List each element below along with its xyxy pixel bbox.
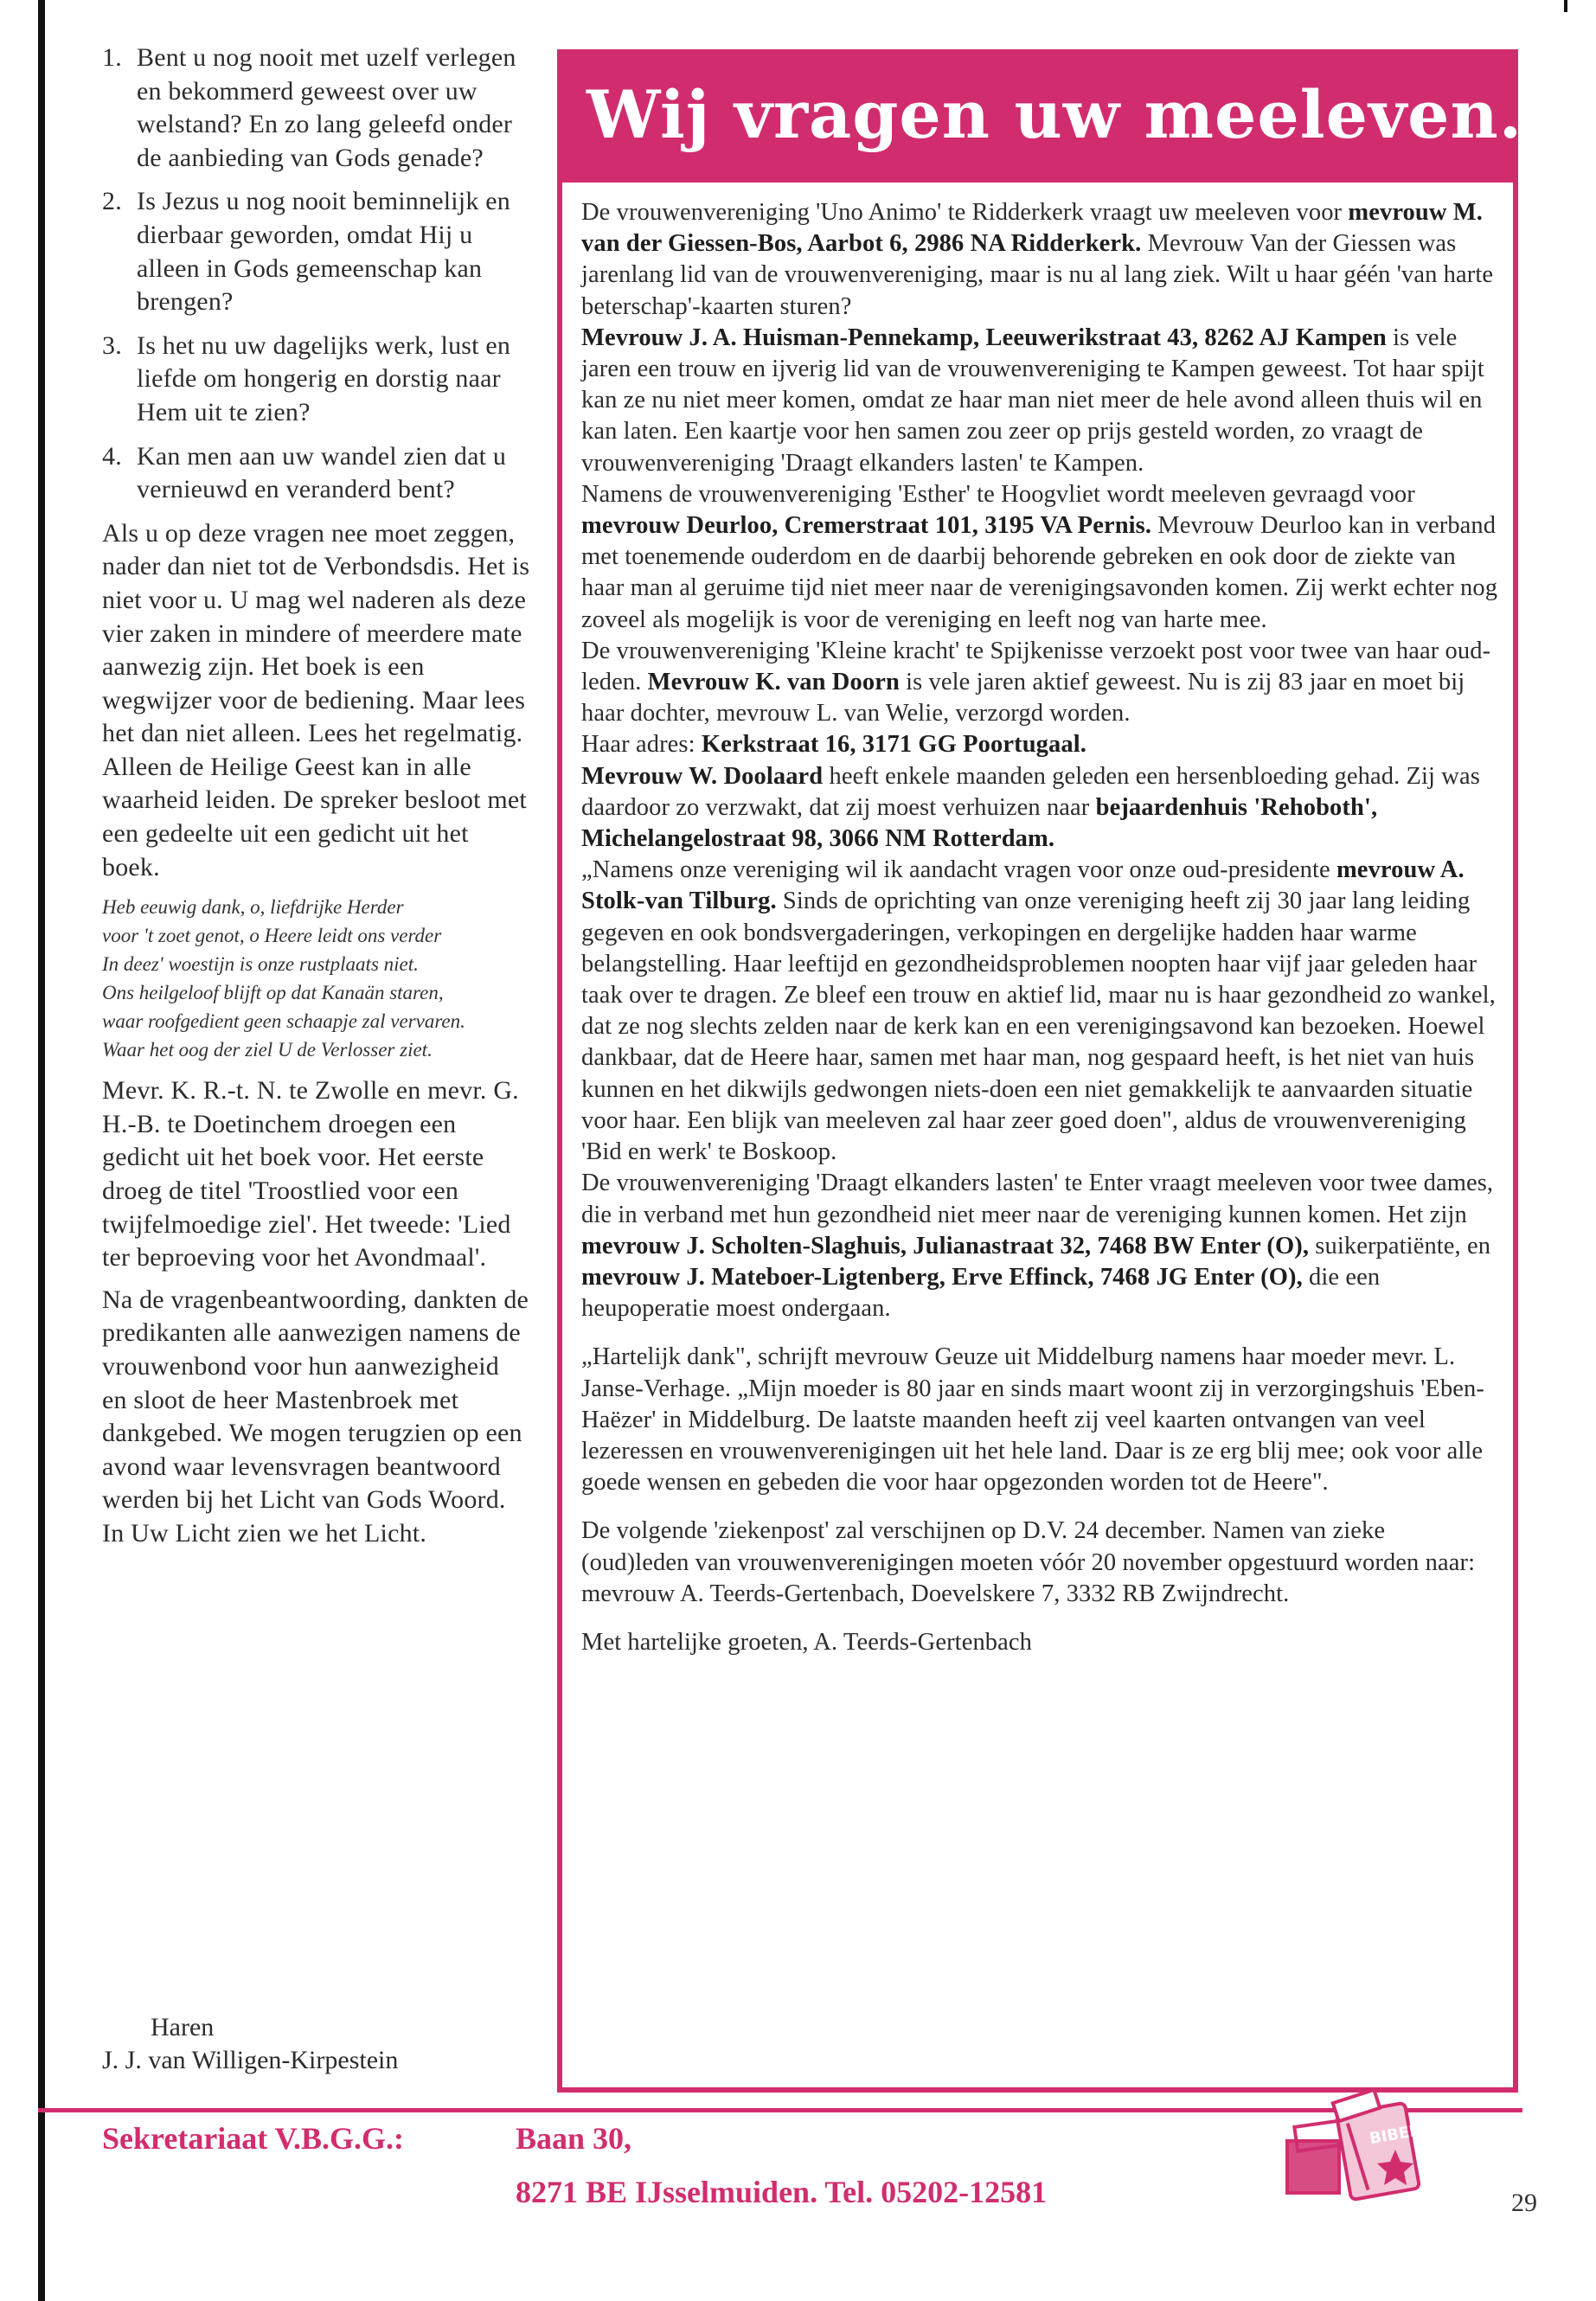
binding-edge — [38, 0, 45, 2301]
footer-address-line-1: Baan 30, — [516, 2121, 632, 2156]
address: mevrouw J. Mateboer-Ligtenberg, Erve Effinck, 7468 JG Enter (O), — [581, 1263, 1303, 1291]
poem-line: Ons heilgeloof blijft op dat Kanaän staren, — [102, 982, 444, 1004]
thanks-paragraph: „Hartelijk dank", schrijft mevrouw Geuze uit Middelburg namens haar moeder mevr. L. Janse-Verhage. „Mijn moeder is 80 jaar en sinds maart woont zij in verzorgingshuis 'Eben-Haëzer' in Middelburg. De laatste maanden heeft zij veel kaarten ontvangen van veel lezeressen en vrouwenverenigingen uit het hele land. Daar is ze erg blij mee; ook voor alle goede wensen en gebeden die voor haar opgezonden worden tot de Heere". — [581, 1343, 1484, 1497]
address: mevrouw Deurloo, Cremerstraat 101, 3195 VA Pernis. — [581, 512, 1152, 540]
address: mevrouw J. Scholten-Slaghuis, Julianastraat 32, 7468 BW Enter (O), — [581, 1232, 1310, 1259]
paragraph: Na de vragenbeantwoording, dankten de predikanten alle aanwezigen namens de vrouwenbond voor hun aanwezigheid en sloot de heer Mastenbroek met dankgebed. We mogen terugzien op een avond waar levensvragen beantwoord werden bij het Licht van Gods Woord. In Uw Licht zien we het Licht. — [102, 1285, 529, 1548]
headline-band — [562, 54, 1571, 183]
box-body — [581, 197, 1498, 1658]
books-logo-icon — [1270, 2089, 1443, 2210]
next-issue-paragraph: De volgende 'ziekenpost' zal verschijnen op D.V. 24 december. Namen van zieke (oud)leden van vrouwenverenigingen moeten vóór 20 november opgestuurd worden naar: mevrouw A. Teerds-Gertenbach, Doevelskere 7, 3332 RB Zwijndrecht. — [581, 1517, 1476, 1607]
notice-paragraph: Haar adres: Kerkstraat 16, 3171 GG Poortugaal. — [581, 731, 1086, 759]
poem — [102, 893, 530, 1064]
signature-name: J. J. van Willigen-Kirpestein — [102, 2046, 399, 2074]
corner-mark — [1564, 0, 1567, 12]
meeleven-box — [557, 49, 1571, 2093]
question-list — [102, 42, 530, 507]
closing-greeting: Met hartelijke groeten, A. Teerds-Gertenbach — [581, 1628, 1033, 1656]
book-label: BIBEL — [1368, 2121, 1421, 2149]
notice-paragraph: De vrouwenvereniging 'Uno Animo' te Ridderkerk vraagt uw meeleven voor mevrouw M. van der Giessen-Bos, Aarbot 6, 2986 NA Ridderkerk. Mevrouw Van der Giessen was jarenlang lid van de vrouwenvereniging, maar is nu al lang ziek. Wilt u haar géén 'van harte beterschap'-kaarten sturen? — [581, 199, 1494, 320]
list-item: 2. Is Jezus u nog nooit beminnelijk en dierbaar geworden, omdat Hij u alleen in Gods gemeenschap kan brengen? — [102, 187, 510, 317]
notice-paragraph: Namens de vrouwenvereniging 'Esther' te Hoogvliet wordt meeleven gevraagd voor mevrouw Deurloo, Cremerstraat 101, 3195 VA Pernis. Mevrouw Deurloo kan in verband met toenemende ouderdom en de daarbij behorende gebreken en ook door de ziekte van haar man al geruime tijd niet meer naar de verenigingsavonden komen. Zij werkt echter nog zoveel als mogelijk is voor de vereniging en leeft nog van harte mee. — [581, 480, 1498, 633]
left-column — [102, 42, 530, 1560]
footer-label: Sekretariaat V.B.G.G.: — [102, 2121, 404, 2156]
signature — [102, 2011, 398, 2077]
paragraph: Als u op deze vragen nee moet zeggen, nader dan niet tot de Verbondsdis. Het is niet voor u. U mag wel naderen als deze vier zaken in mindere of meerdere mate aanwezig zijn. Het boek is een wegwijzer voor de bediening. Maar lees het dan niet alleen. Lees het regelmatig. Alleen de Heilige Geest kan in alle waarheid leiden. De spreker besloot met een gedeelte uit een gedicht uit het boek. — [102, 518, 530, 881]
address: Mevrouw J. A. Huisman-Pennekamp, Leeuwerikstraat 43, 8262 AJ Kampen — [581, 324, 1387, 351]
footer-address-line-2: 8271 BE IJsselmuiden. Tel. 05202-12581 — [516, 2175, 1048, 2209]
notice-paragraph: De vrouwenvereniging 'Kleine kracht' te Spijkenisse verzoekt post voor twee van haar oud-leden. Mevrouw K. van Doorn is vele jaren aktief geweest. Nu is zij 83 jaar en moet bij haar dochter, mevrouw L. van Welie, verzorgd worden. — [581, 637, 1491, 727]
name: Mevrouw K. van Doorn — [647, 669, 900, 696]
poem-line: Heb eeuwig dank, o, liefdrijke Herder — [102, 896, 404, 919]
name: Mevrouw W. Doolaard — [581, 762, 824, 790]
poem-line: Waar het oog der ziel U de Verlosser ziet. — [102, 1039, 433, 1061]
notice-paragraph: Mevrouw W. Doolaard heeft enkele maanden geleden een hersenbloeding gehad. Zij was daardoor zo verzwakt, dat zij moest verhuizen naar bejaardenhuis 'Rehoboth', Michelangelostraat 98, 3066 NM Rotterdam. — [581, 762, 1480, 853]
address: Kerkstraat 16, 3171 GG Poortugaal. — [701, 731, 1086, 759]
list-item: 3. Is het nu uw dagelijks werk, lust en liefde om hongerig en dorstig naar Hem uit te zien? — [102, 330, 511, 426]
notice-paragraph: De vrouwenvereniging 'Draagt elkanders lasten' te Enter vraagt meeleven voor twee dames, die in verband met hun gezondheid niet meer naar de vereniging kunnen komen. Het zijn mevrouw J. Scholten-Slaghuis, Julianastraat 32, 7468 BW Enter (O), suikerpatiënte, en mevrouw J. Mateboer-Ligtenberg, Erve Effinck, 7468 JG Enter (O), die een heupoperatie moest ondergaan. — [581, 1170, 1494, 1323]
address: bejaardenhuis 'Rehoboth', Michelangelostraat 98, 3066 NM Rotterdam. — [581, 793, 1378, 853]
address: mevrouw M. van der Giessen-Bos, Aarbot 6, 2986 NA Ridderkerk. — [581, 199, 1483, 258]
headline: Wij vragen uw meeleven... — [586, 76, 1571, 153]
paragraph: Mevr. K. R.-t. N. te Zwolle en mevr. G. H.-B. te Doetinchem droegen een gedicht uit het boek voor. Het eerste droeg de titel 'Troostlied voor een twijfelmoedige ziel'. Het tweede: 'Lied ter beproeving voor het Avondmaal'. — [102, 1076, 519, 1272]
poem-line: In deez' woestijn is onze rustplaats niet. — [102, 953, 419, 976]
page-number: 29 — [1511, 2189, 1537, 2217]
list-item: 4. Kan men aan uw wandel zien dat u vernieuwd en veranderd bent? — [102, 441, 507, 504]
list-item: 1. Bent u nog nooit met uzelf verlegen en bekommerd geweest over uw welstand? En zo lang geleefd onder de aanbieding van Gods genade? — [102, 43, 516, 172]
name: mevrouw A. Stolk-van Tilburg. — [581, 856, 1465, 915]
signature-place: Haren — [151, 2013, 215, 2041]
notice-paragraph: „Namens onze vereniging wil ik aandacht vragen voor onze oud-presidente mevrouw A. Stolk-van Tilburg. Sinds de oprichting van onze vereniging heeft zij 30 jaar lang leiding gegeven en ook bondsvergaderingen, verkopingen en dergelijke hadden haar warme belangstelling. Haar leeftijd en gezondheidsproblemen noopten haar vijf jaar geleden haar taak over te dragen. Ze bleef een trouw en aktief lid, maar nu is haar gezondheid zo wankel, dat ze nog slechts zelden naar de kerk kan en een verenigingsavond kan bezoeken. Hoewel dankbaar, dat de Heere haar, samen met haar man, nog gespaard heeft, is het niet van huis kunnen en het dikwijls gedwongen niets-doen een niet gemakkelijk te aanvaarden situatie voor haar. Een blijk van meeleven zal haar zeer goed doen", aldus de vrouwenvereniging 'Bid en werk' te Boskoop. — [581, 856, 1496, 1166]
poem-line: voor 't zoet genot, o Heere leidt ons verder — [102, 925, 442, 947]
poem-line: waar roofgedient geen schaapje zal vervaren. — [102, 1010, 465, 1033]
notice-paragraph: Mevrouw J. A. Huisman-Pennekamp, Leeuwerikstraat 43, 8262 AJ Kampen is vele jaren een trouw en ijverig lid van de vrouwenvereniging te Kampen geweest. Tot haar spijt kan ze nu niet meer komen, omdat ze haar man niet meer de hele avond alleen thuis wil en kan laten. Een kaartje voor hen samen zou zeer op prijs gesteld worden, zo vraagt de vrouwenvereniging 'Draagt elkanders lasten' te Kampen. — [581, 324, 1484, 477]
